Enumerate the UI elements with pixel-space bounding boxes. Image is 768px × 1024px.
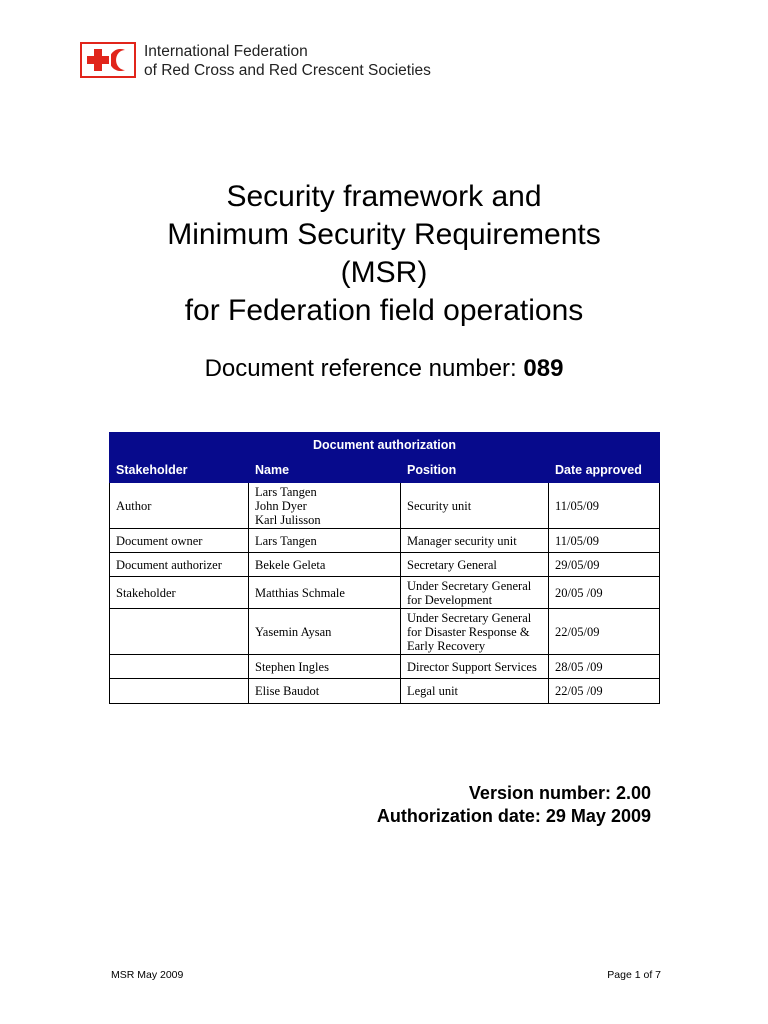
cell-date: 11/05/09 [549, 483, 660, 529]
authorization-table [109, 432, 660, 704]
title-line-2: Minimum Security Requirements [167, 218, 601, 251]
name-line: Bekele Geleta [255, 557, 326, 572]
cell-position [401, 529, 549, 553]
organization-name-line1: International Federation [144, 43, 308, 60]
cell-name [249, 679, 401, 704]
position-line: Manager security unit [407, 533, 517, 548]
title-line-4: for Federation field operations [184, 294, 584, 327]
version-number: Version number: 2.00 [468, 783, 651, 803]
cell-position [401, 679, 549, 704]
table-row [110, 577, 660, 609]
column-header-position: Position [401, 458, 549, 483]
table-row [110, 553, 660, 577]
column-header-date-approved: Date approved [549, 458, 660, 483]
document-reference [0, 353, 768, 385]
position-line: Security unit [407, 498, 472, 513]
title-line-1: Security framework and [226, 180, 542, 213]
column-header-name: Name [249, 458, 401, 483]
name-line: John Dyer [255, 498, 307, 513]
cell-date: 11/05/09 [549, 529, 660, 553]
cell-date: 22/05/09 [549, 609, 660, 655]
cell-stakeholder: Document owner [110, 529, 249, 553]
position-line: Legal unit [407, 684, 459, 698]
position-line: Director Support Services [407, 659, 537, 674]
cell-date: 29/05/09 [549, 553, 660, 577]
cell-date: 22/05 /09 [549, 679, 660, 704]
cell-stakeholder [110, 609, 249, 655]
position-line: Under Secretary General [407, 610, 532, 625]
cell-position [401, 553, 549, 577]
name-line: Lars Tangen [255, 533, 317, 548]
position-line: Secretary General [407, 557, 497, 572]
table-banner: Document authorization [110, 433, 660, 458]
reference-label: Document reference number: [204, 355, 517, 382]
name-line: Stephen Ingles [255, 659, 329, 674]
name-line: Lars Tangen [255, 484, 317, 499]
cell-stakeholder: Author [110, 483, 249, 529]
position-line: for Disaster Response & [407, 624, 530, 639]
red-crescent-icon [111, 48, 129, 72]
position-line: Early Recovery [407, 638, 486, 653]
cell-date: 20/05 /09 [549, 577, 660, 609]
reference-number: 089 [523, 355, 564, 382]
cell-position [401, 655, 549, 679]
column-header-stakeholder: Stakeholder [110, 458, 249, 483]
table-row [110, 655, 660, 679]
table-row [110, 609, 660, 655]
red-cross-icon [87, 49, 109, 71]
table-banner-row [110, 433, 660, 458]
table-row [110, 483, 660, 529]
footer-page-number: Page 1 of 7 [607, 969, 661, 981]
table-header-row [110, 458, 660, 483]
organization-name-line2: of Red Cross and Red Crescent Societies [144, 62, 431, 79]
cell-name [249, 483, 401, 529]
position-line: for Development [407, 592, 493, 607]
name-line: Elise Baudot [255, 684, 320, 698]
table-row [110, 529, 660, 553]
footer-document-date: MSR May 2009 [111, 969, 184, 981]
cell-date: 28/05 /09 [549, 655, 660, 679]
cell-name [249, 609, 401, 655]
cell-stakeholder: Document authorizer [110, 553, 249, 577]
cell-position [401, 577, 549, 609]
cell-position [401, 609, 549, 655]
cell-stakeholder: Stakeholder [110, 577, 249, 609]
name-line: Matthias Schmale [255, 585, 345, 600]
document-title [0, 178, 768, 330]
authorization-date: Authorization date: 29 May 2009 [376, 806, 651, 826]
cell-name [249, 655, 401, 679]
name-line: Yasemin Aysan [255, 624, 332, 639]
organization-name [144, 42, 431, 80]
title-line-3: (MSR) [340, 256, 428, 289]
ifrc-logo [80, 42, 431, 80]
name-line: Karl Julisson [255, 512, 321, 527]
cell-name [249, 577, 401, 609]
position-line: Under Secretary General [407, 578, 532, 593]
cell-stakeholder [110, 679, 249, 704]
cell-name [249, 553, 401, 577]
cell-name [249, 529, 401, 553]
cell-stakeholder [110, 655, 249, 679]
red-cross-crescent-emblem [80, 42, 136, 78]
table-row [110, 679, 660, 704]
cell-position [401, 483, 549, 529]
version-block [377, 782, 651, 828]
